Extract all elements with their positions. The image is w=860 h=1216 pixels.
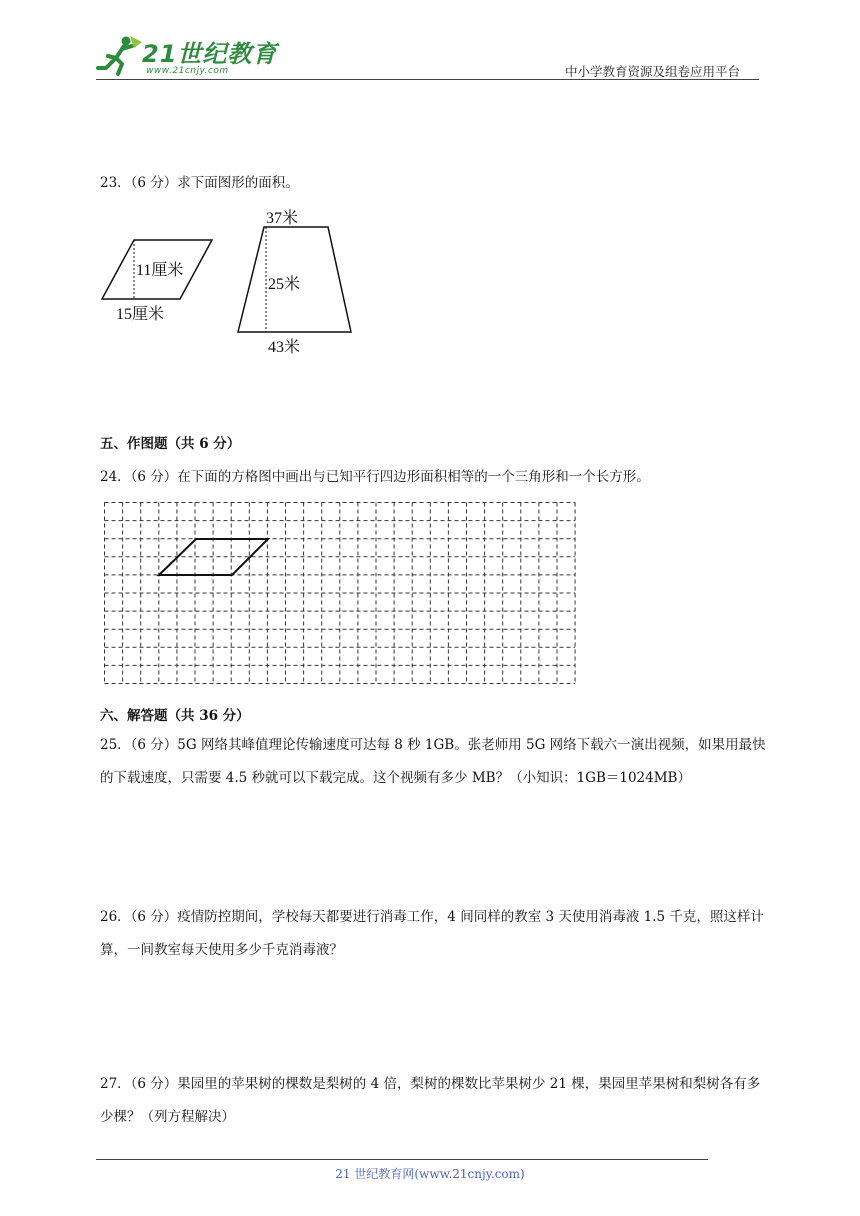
question-24-text: 24．（6 分）在下面的方格图中画出与已知平行四边形面积相等的一个三角形和一个长方形。 bbox=[100, 469, 650, 485]
question-23-text: 23．（6 分）求下面图形的面积。 bbox=[100, 175, 299, 191]
parallelogram-base-label: 15厘米 bbox=[116, 306, 165, 323]
question-26-text: 26．（6 分）疫情防控期间，学校每天都要进行消毒工作，4 间同样的教室 3 天使用消毒液 1.5 千克，照这样计算，一间教室每天使用多少千克消毒液？ bbox=[100, 909, 764, 958]
trapezoid-bottom-label: 43米 bbox=[268, 339, 301, 356]
dashed-grid bbox=[104, 502, 576, 688]
parallelogram-height-label: 11厘米 bbox=[136, 262, 184, 279]
footer-text: 21 世纪教育网(www.21cnjy.com) bbox=[335, 1167, 525, 1181]
trapezoid-top-label: 37米 bbox=[266, 210, 299, 227]
section-6-title: 六、解答题（共 36 分） bbox=[100, 708, 250, 724]
footer-divider bbox=[96, 1159, 708, 1160]
question-27-text: 27．（6 分）果园里的苹果树的棵数是梨树的 4 倍，梨树的棵数比苹果树少 21 棵，果园里苹果树和梨树各有多少棵？（列方程解决） bbox=[100, 1076, 761, 1125]
runner-logo-icon bbox=[96, 34, 144, 78]
question-25-text: 25．（6 分）5G 网络其峰值理论传输速度可达每 8 秒 1GB。张老师用 5G 网络下载六一演出视频，如果用最快的下载速度，只需要 4.5 秒就可以下载完成。这个视频有多少 MB？（小知识：1GB＝1024MB） bbox=[100, 737, 766, 786]
logo-url: www.21cnjy.com bbox=[146, 66, 229, 76]
site-name: 中小学教育资源及组卷应用平台 bbox=[565, 64, 741, 79]
section-5-title: 五、作图题（共 6 分） bbox=[100, 436, 241, 452]
trapezoid-height-label: 25米 bbox=[268, 276, 301, 293]
header-divider bbox=[96, 79, 759, 80]
logo-text: 21世纪教育 bbox=[142, 40, 278, 68]
